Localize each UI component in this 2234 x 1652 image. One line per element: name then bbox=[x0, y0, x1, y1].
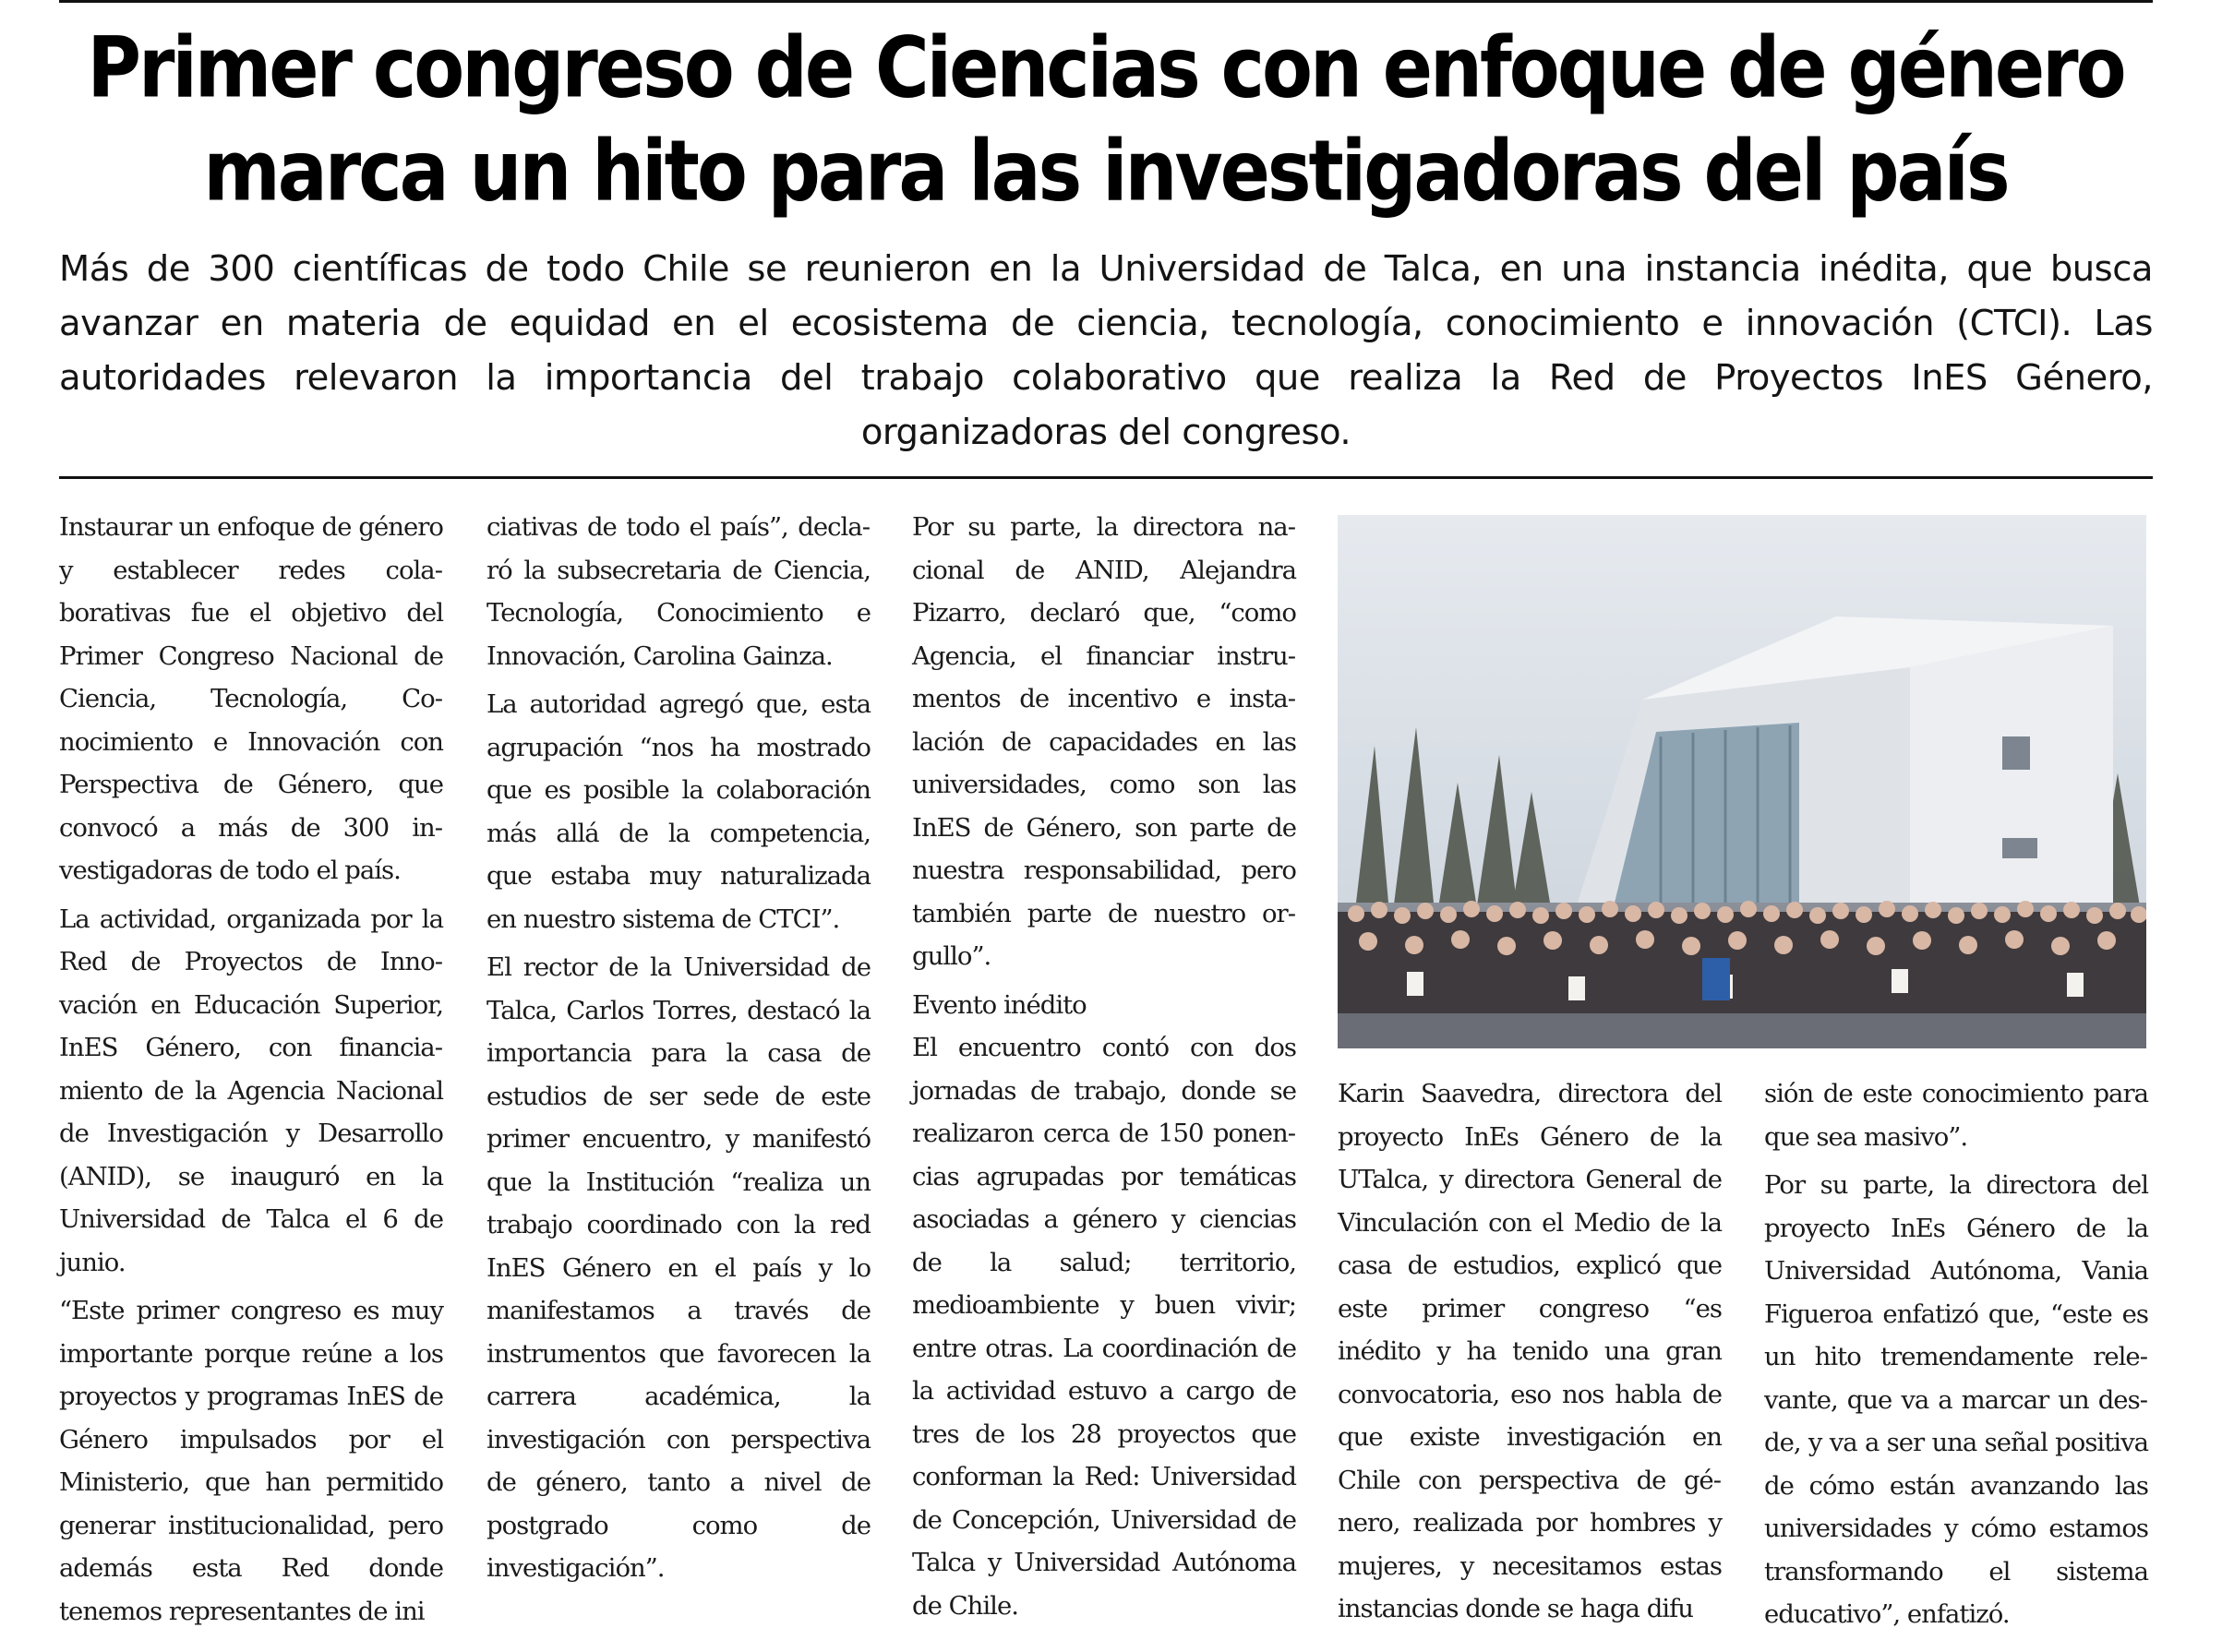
paragraph: El rector de la Universidad de Talca, Carlos Torres, destacó la importancia para la casa de estudios de ser sede de este primer encuentro, y manifestó que la Institución “realiza un trabajo coordinado con la red InES Género en el país y lo manifestamos a través de instrumentos que favorecen la carrera académica, la investigación con perspectiva de género, tanto a nivel de postgrado como de investigación”. bbox=[486, 952, 871, 1583]
headline-line-1: Primer congreso de Ciencias con enfoque de género bbox=[87, 18, 2124, 117]
paragraph: “Este primer congreso es muy importante porque reúne a los proyectos y programas InES de Género impulsados por el Ministerio, que han permitido generar institucionalidad, pero además esta Red donde tenemos representantes de ini bbox=[59, 1296, 443, 1626]
text-column-2 bbox=[486, 506, 871, 1596]
paragraph: La autoridad agregó que, esta agrupación “nos ha mostrado que es posible la colaboración más allá de la competencia, que estaba muy naturalizada en nuestro sistema de CTCI”. bbox=[486, 689, 871, 934]
subheading: Evento inédito bbox=[912, 989, 1087, 1020]
paragraph: sión de este conocimiento para que sea masivo”. bbox=[1764, 1079, 2148, 1152]
text-column-3 bbox=[912, 506, 1296, 1633]
paragraph: Instaurar un enfoque de género y establecer redes colaborativas fue el objetivo del Primer Congreso Nacional de Ciencia, Tecnología, Conocimiento e Innovación con Perspectiva de Género, que convocó a más de 300 investigadoras de todo el país. bbox=[59, 512, 443, 885]
text-column-4 bbox=[1338, 1072, 1722, 1636]
headline bbox=[55, 17, 2156, 222]
article-deck: Más de 300 científicas de todo Chile se reunieron en la Universidad de Talca, en una instancia inédita, que busca avanzar en materia de equidad en el ecosistema de ciencia, tecnología, conocimiento e innovación (CTCI). Las autoridades relevaron la importancia del trabajo colaborativo que realiza la Red de Proyectos InES Género, organizadoras del congreso. bbox=[59, 248, 2153, 453]
paragraph: ciativas de todo el país”, declaró la subsecretaria de Ciencia, Tecnología, Conocimiento e Innovación, Carolina Gainza. bbox=[486, 512, 871, 671]
top-rule bbox=[59, 0, 2153, 3]
paragraph: El encuentro contó con dos jornadas de trabajo, donde se realizaron cerca de 150 ponencias agrupadas por temáticas asociadas a género y ciencias de la salud; territorio, medioambiente y buen vivir; entre otras. La coordinación de la actividad estuvo a cargo de tres de los 28 proyectos que conforman la Red: Universidad de Concepción, Universidad de Talca y Universidad Autónoma de Chile. bbox=[912, 1033, 1296, 1621]
section-rule bbox=[59, 476, 2153, 479]
article-photo bbox=[1338, 515, 2146, 1048]
paragraph: La actividad, organizada por la Red de Proyectos de Innovación en Educación Superior, InES Género, con financiamiento de la Agencia Nacional de Investigación y Desarrollo (ANID), se inauguró en la Universidad de Talca el 6 de junio. bbox=[59, 904, 443, 1277]
text-column-1 bbox=[59, 506, 443, 1638]
text-column-5 bbox=[1764, 1072, 2148, 1642]
paragraph: Por su parte, la directora nacional de ANID, Alejandra Pizarro, declaró que, “como Agencia, el financiar instrumentos de incentivo e instalación de capacidades en las universidades, como son las InES de Género, son parte de nuestra responsabilidad, pero también parte de nuestro orgullo”. bbox=[912, 512, 1296, 971]
paragraph: Por su parte, la directora del proyecto InEs Género de la Universidad Autónoma, Vania Figueroa enfatizó que, “este es un hito tremendamente relevante, que va a marcar un desde, y va a ser una señal positiva de cómo están avanzando las universidades y cómo estamos transformando el sistema educativo”, enfatizó. bbox=[1764, 1170, 2148, 1629]
headline-line-2: marca un hito para las investigadoras del país bbox=[203, 122, 2008, 221]
paragraph: Karin Saavedra, directora del proyecto InEs Género de la UTalca, y directora General de Vinculación con el Medio de la casa de estudios, explicó que este primer congreso “es inédito y ha tenido una gran convocatoria, eso nos habla de que existe investigación en Chile con perspectiva de género, realizada por hombres y mujeres, y necesitamos estas instancias donde se haga difu bbox=[1338, 1079, 1722, 1623]
